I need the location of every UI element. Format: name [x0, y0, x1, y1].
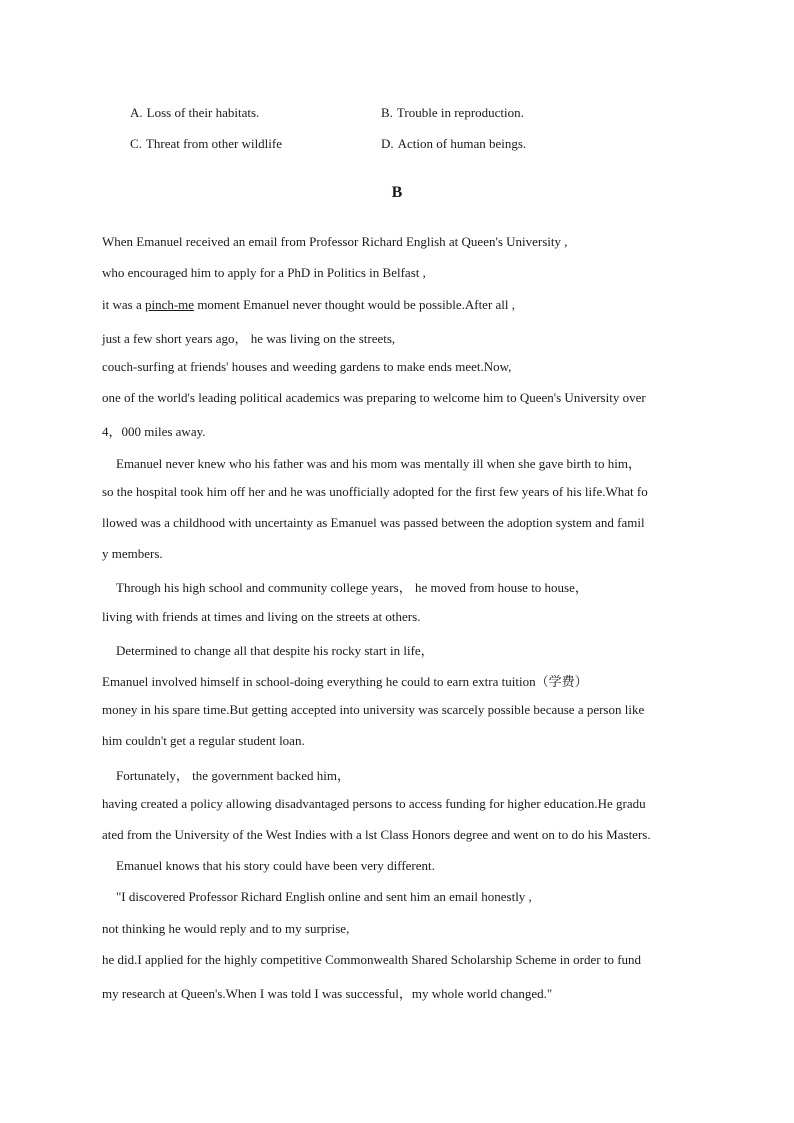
passage-text: it was a	[102, 297, 145, 312]
passage-line: y members.	[102, 546, 163, 561]
passage-line: Emanuel knows that his story could have been very different.	[116, 858, 435, 873]
passage-line: so the hospital took him off her and he was unofficially adopted for the first few years of his life.What fo	[102, 484, 648, 499]
passage-line: not thinking he would reply and to my surprise,	[102, 921, 350, 936]
passage-line: Emanuel involved himself in school-doing everything he could to earn extra tuition（学费）	[102, 674, 588, 689]
passage-line: money in his spare time.But getting accepted into university was scarcely possible because a person like	[102, 702, 645, 717]
passage-line: When Emanuel received an email from Professor Richard English at Queen's University ,	[102, 234, 568, 249]
option-b-text: Trouble in reproduction.	[396, 105, 524, 120]
passage-line: Through his high school and community college years， he moved from house to house，	[116, 580, 588, 595]
passage-line: Emanuel never knew who his father was and his mom was mentally ill when she gave birth to him，	[116, 456, 641, 471]
passage-line: "I discovered Professor Richard English online and sent him an email honestly ,	[116, 889, 532, 904]
passage-line: llowed was a childhood with uncertainty as Emanuel was passed between the adoption system and famil	[102, 515, 645, 530]
section-title: B	[391, 184, 403, 201]
passage-line: Determined to change all that despite his rocky start in life，	[116, 643, 434, 658]
passage-line: one of the world's leading political academics was preparing to welcome him to Queen's University over	[102, 390, 646, 405]
option-c-letter: C.	[130, 136, 142, 151]
option-d[interactable]	[381, 136, 526, 152]
option-d-letter: D.	[381, 136, 394, 151]
passage-line: he did.I applied for the highly competitive Commonwealth Shared Scholarship Scheme in order to fund	[102, 952, 642, 967]
option-a-text: Loss of their habitats.	[146, 105, 260, 120]
passage-line: my research at Queen's.When I was told I was successful，my whole world changed."	[102, 986, 553, 1001]
option-c-text: Threat from other wildlife	[145, 136, 283, 151]
passage-line: 4，000 miles away.	[102, 424, 206, 439]
option-b-letter: B.	[381, 105, 393, 120]
passage-line: Fortunately， the government backed him，	[116, 768, 350, 783]
option-a-letter: A.	[130, 105, 143, 120]
passage-line: who encouraged him to apply for a PhD in Politics in Belfast ,	[102, 265, 426, 280]
passage-line: living with friends at times and living on the streets at others.	[102, 609, 421, 624]
option-c[interactable]	[130, 136, 282, 152]
passage-text: moment Emanuel never thought would be possible.After all ,	[194, 297, 516, 312]
underlined-phrase: pinch-me	[144, 297, 195, 312]
passage-line: him couldn't get a regular student loan.	[102, 733, 305, 748]
passage-line: having created a policy allowing disadvantaged persons to access funding for higher education.He gradu	[102, 796, 646, 811]
option-d-text: Action of human beings.	[397, 136, 527, 151]
passage-line: ated from the University of the West Indies with a lst Class Honors degree and went on to do his Masters.	[102, 827, 651, 842]
passage-line	[102, 297, 515, 313]
passage-line: couch-surfing at friends' houses and weeding gardens to make ends meet.Now,	[102, 359, 512, 374]
option-a[interactable]	[130, 105, 259, 121]
option-b[interactable]	[381, 105, 524, 121]
passage-line: just a few short years ago， he was living on the streets,	[102, 331, 396, 346]
